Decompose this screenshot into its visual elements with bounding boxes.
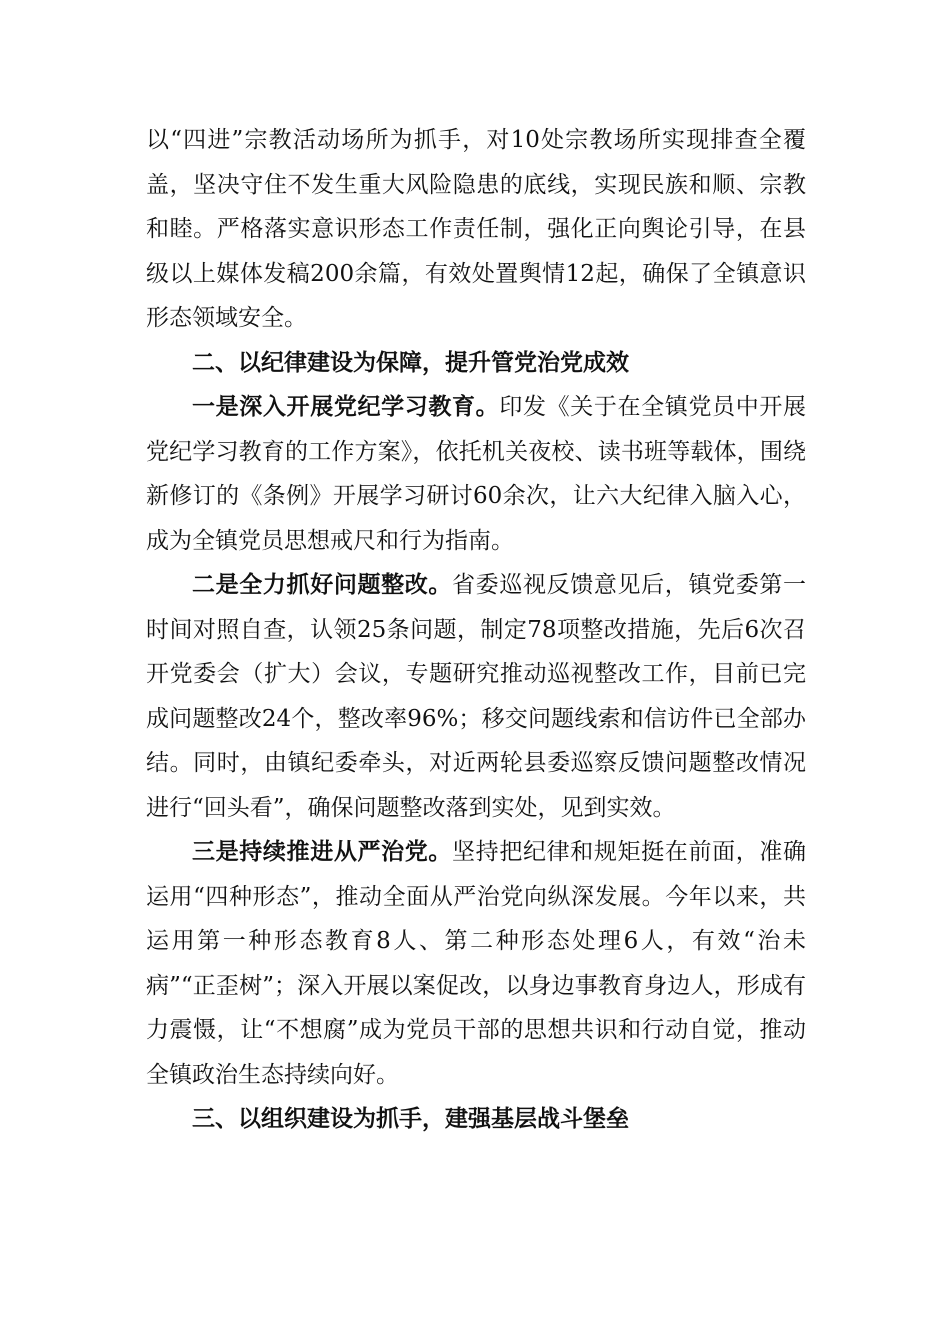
- section-heading-organization: 三、以组织建设为抓手，建强基层战斗堡垒: [192, 1106, 629, 1132]
- section-heading-discipline: 二、以纪律建设为保障，提升管党治党成效: [192, 349, 629, 376]
- paragraph-discipline-education: [146, 385, 806, 563]
- paragraph-body: 省委巡视反馈意见后，镇党委第一时间对照自查，认领25条问题，制定78项整改措施，先后6次召开党委会（扩大）会议，专题研究推动巡视整改工作，目前已完成问题整改24个，整改率96%；移交问题线索和信访件已全部办结。同时，由镇纪委牵头，对近两轮县委巡察反馈问题整改情况进行“回头看”，确保问题整改落到实处，见到实效。: [146, 572, 807, 821]
- paragraph-lead: 三是持续推进从严治党。: [192, 839, 453, 865]
- paragraph-lead: 二是全力抓好问题整改。: [192, 572, 453, 598]
- paragraph-strict-governance: [146, 830, 806, 1097]
- paragraph-body: 坚持把纪律和规矩挺在前面，准确运用“四种形态”，推动全面从严治党向纵深发展。今年以来，共运用第一种形态教育8人、第二种形态处理6人，有效“治未病”“正歪树”；深入开展以案促改，以身边事教育身边人，形成有力震慑，让“不想腐”成为党员干部的思想共识和行动自觉，推动全镇政治生态持续向好。: [146, 839, 807, 1088]
- paragraph-lead: 一是深入开展党纪学习教育。: [192, 394, 500, 420]
- document-page: [146, 118, 806, 1142]
- paragraph-rectification: [146, 563, 806, 830]
- paragraph-religion-ideology: 以“四进”宗教活动场所为抓手，对10处宗教场所实现排查全覆盖，坚决守住不发生重大风险隐患的底线，实现民族和顺、宗教和睦。严格落实意识形态工作责任制，强化正向舆论引导，在县级以上媒体发稿200余篇，有效处置舆情12起，确保了全镇意识形态领域安全。: [146, 127, 806, 331]
- paragraph-body: 印发《关于在全镇党员中开展党纪学习教育的工作方案》，依托机关夜校、读书班等载体，围绕新修订的《条例》开展学习研讨60余次，让六大纪律入脑入心，成为全镇党员思想戒尺和行为指南。: [146, 394, 807, 554]
